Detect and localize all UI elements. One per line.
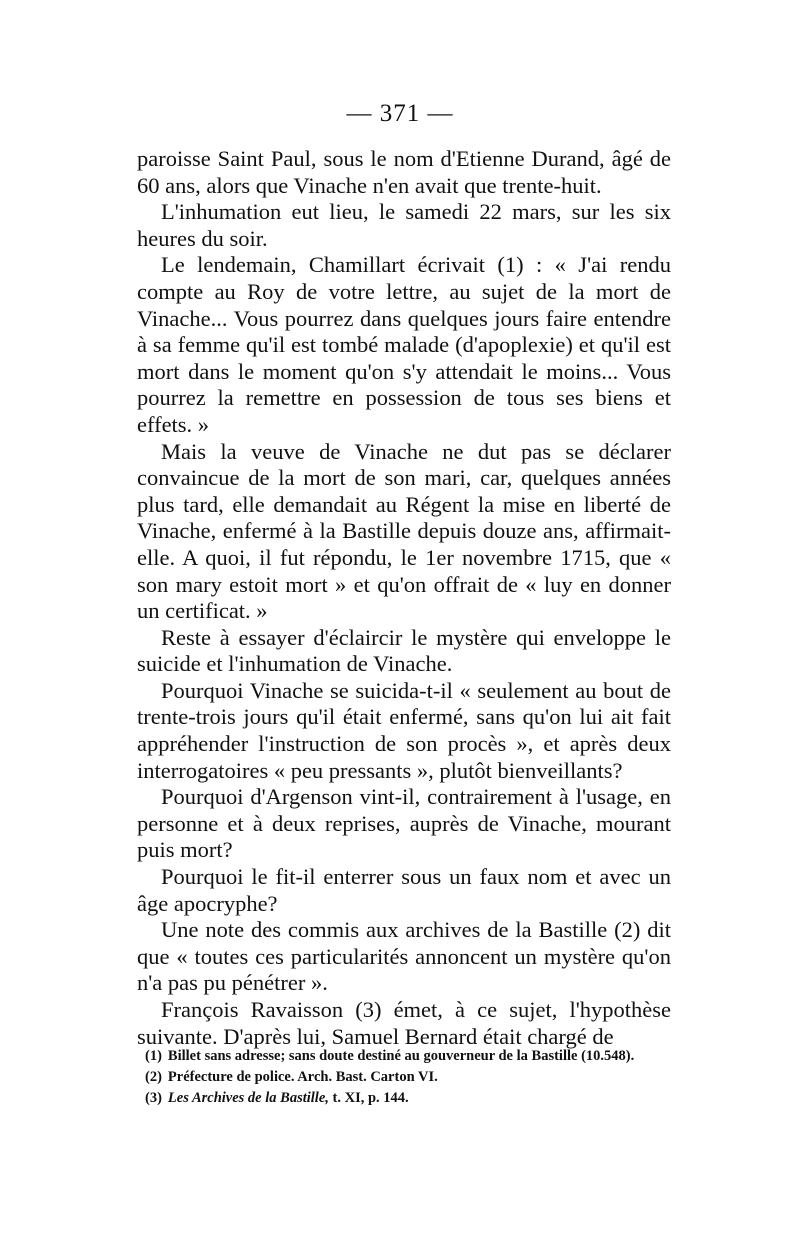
- footnote-number: (2): [145, 1069, 162, 1085]
- footnote-text: Billet sans adresse; sans doute destiné au gouverneur de la Bastille (10.548).: [167, 1048, 635, 1064]
- paragraph: Pourquoi le fit-il enterrer sous un faux nom et avec un âge apocryphe?: [137, 864, 671, 916]
- paragraph: Reste à essayer d'éclaircir le mystère qui enveloppe le suicide et l'inhumation de Vinache.: [137, 624, 671, 677]
- footnote-text: Préfecture de police. Arch. Bast. Carton VI.: [167, 1069, 438, 1085]
- page-number: — 371 —: [346, 100, 454, 127]
- paragraph: François Ravaisson (3) émet, à ce sujet, l'hypothèse suivante. D'après lui, Samuel Bernard était chargé de: [137, 997, 671, 1049]
- paragraph: paroisse Saint Paul, sous le nom d'Etienne Durand, âgé de 60 ans, alors que Vinache n'en avait que trente-huit.: [137, 146, 671, 198]
- footnotes: [145, 1046, 673, 1109]
- footnote-title: Les Archives de la Bastille,: [167, 1090, 329, 1106]
- paragraph: Pourquoi d'Argenson vint-il, contrairement à l'usage, en personne et à deux reprises, auprès de Vinache, mourant puis mort?: [137, 784, 671, 863]
- paragraph: Mais la veuve de Vinache ne dut pas se déclarer convaincue de la mort de son mari, car, quelques années plus tard, elle demandait au Régent la mise en liberté de Vinache, enfermé à la Bastille depuis douze ans, affirmait-elle. A quoi, il fut répondu, le 1er novembre 1715, que « son mary estoit mort » et qu'on offrait de « luy en donner un certificat. »: [137, 438, 671, 624]
- paragraph: Une note des commis aux archives de la Bastille (2) dit que « toutes ces particularités annoncent un mystère qu'on n'a pas pu pénétrer ».: [137, 917, 671, 996]
- paragraph: Pourquoi Vinache se suicida-t-il « seulement au bout de trente-trois jours qu'il était enfermé, sans qu'on lui ait fait appréhender l'instruction de son procès », et après deux interrogatoires « peu pressants », plutôt bienveillants?: [137, 677, 671, 783]
- footnote: [145, 1046, 673, 1067]
- footnote-number: (1): [145, 1048, 162, 1064]
- footnote-number: (3): [145, 1090, 162, 1106]
- footnote-text: t. XI, p. 144.: [328, 1090, 409, 1106]
- paragraph: L'inhumation eut lieu, le samedi 22 mars, sur les six heures du soir.: [137, 199, 671, 251]
- paragraph: Le lendemain, Chamillart écrivait (1) : « J'ai rendu compte au Roy de votre lettre, au sujet de la mort de Vinache... Vous pourrez dans quelques jours faire entendre à sa femme qu'il est tombé malade (d'apoplexie) et qu'il est mort dans le moment qu'on s'y attendait le moins... Vous pourrez la remettre en possession de tous ses biens et effets. »: [137, 252, 671, 437]
- footnote: [145, 1067, 673, 1088]
- footnote: [145, 1088, 673, 1109]
- body-text: [137, 146, 671, 1050]
